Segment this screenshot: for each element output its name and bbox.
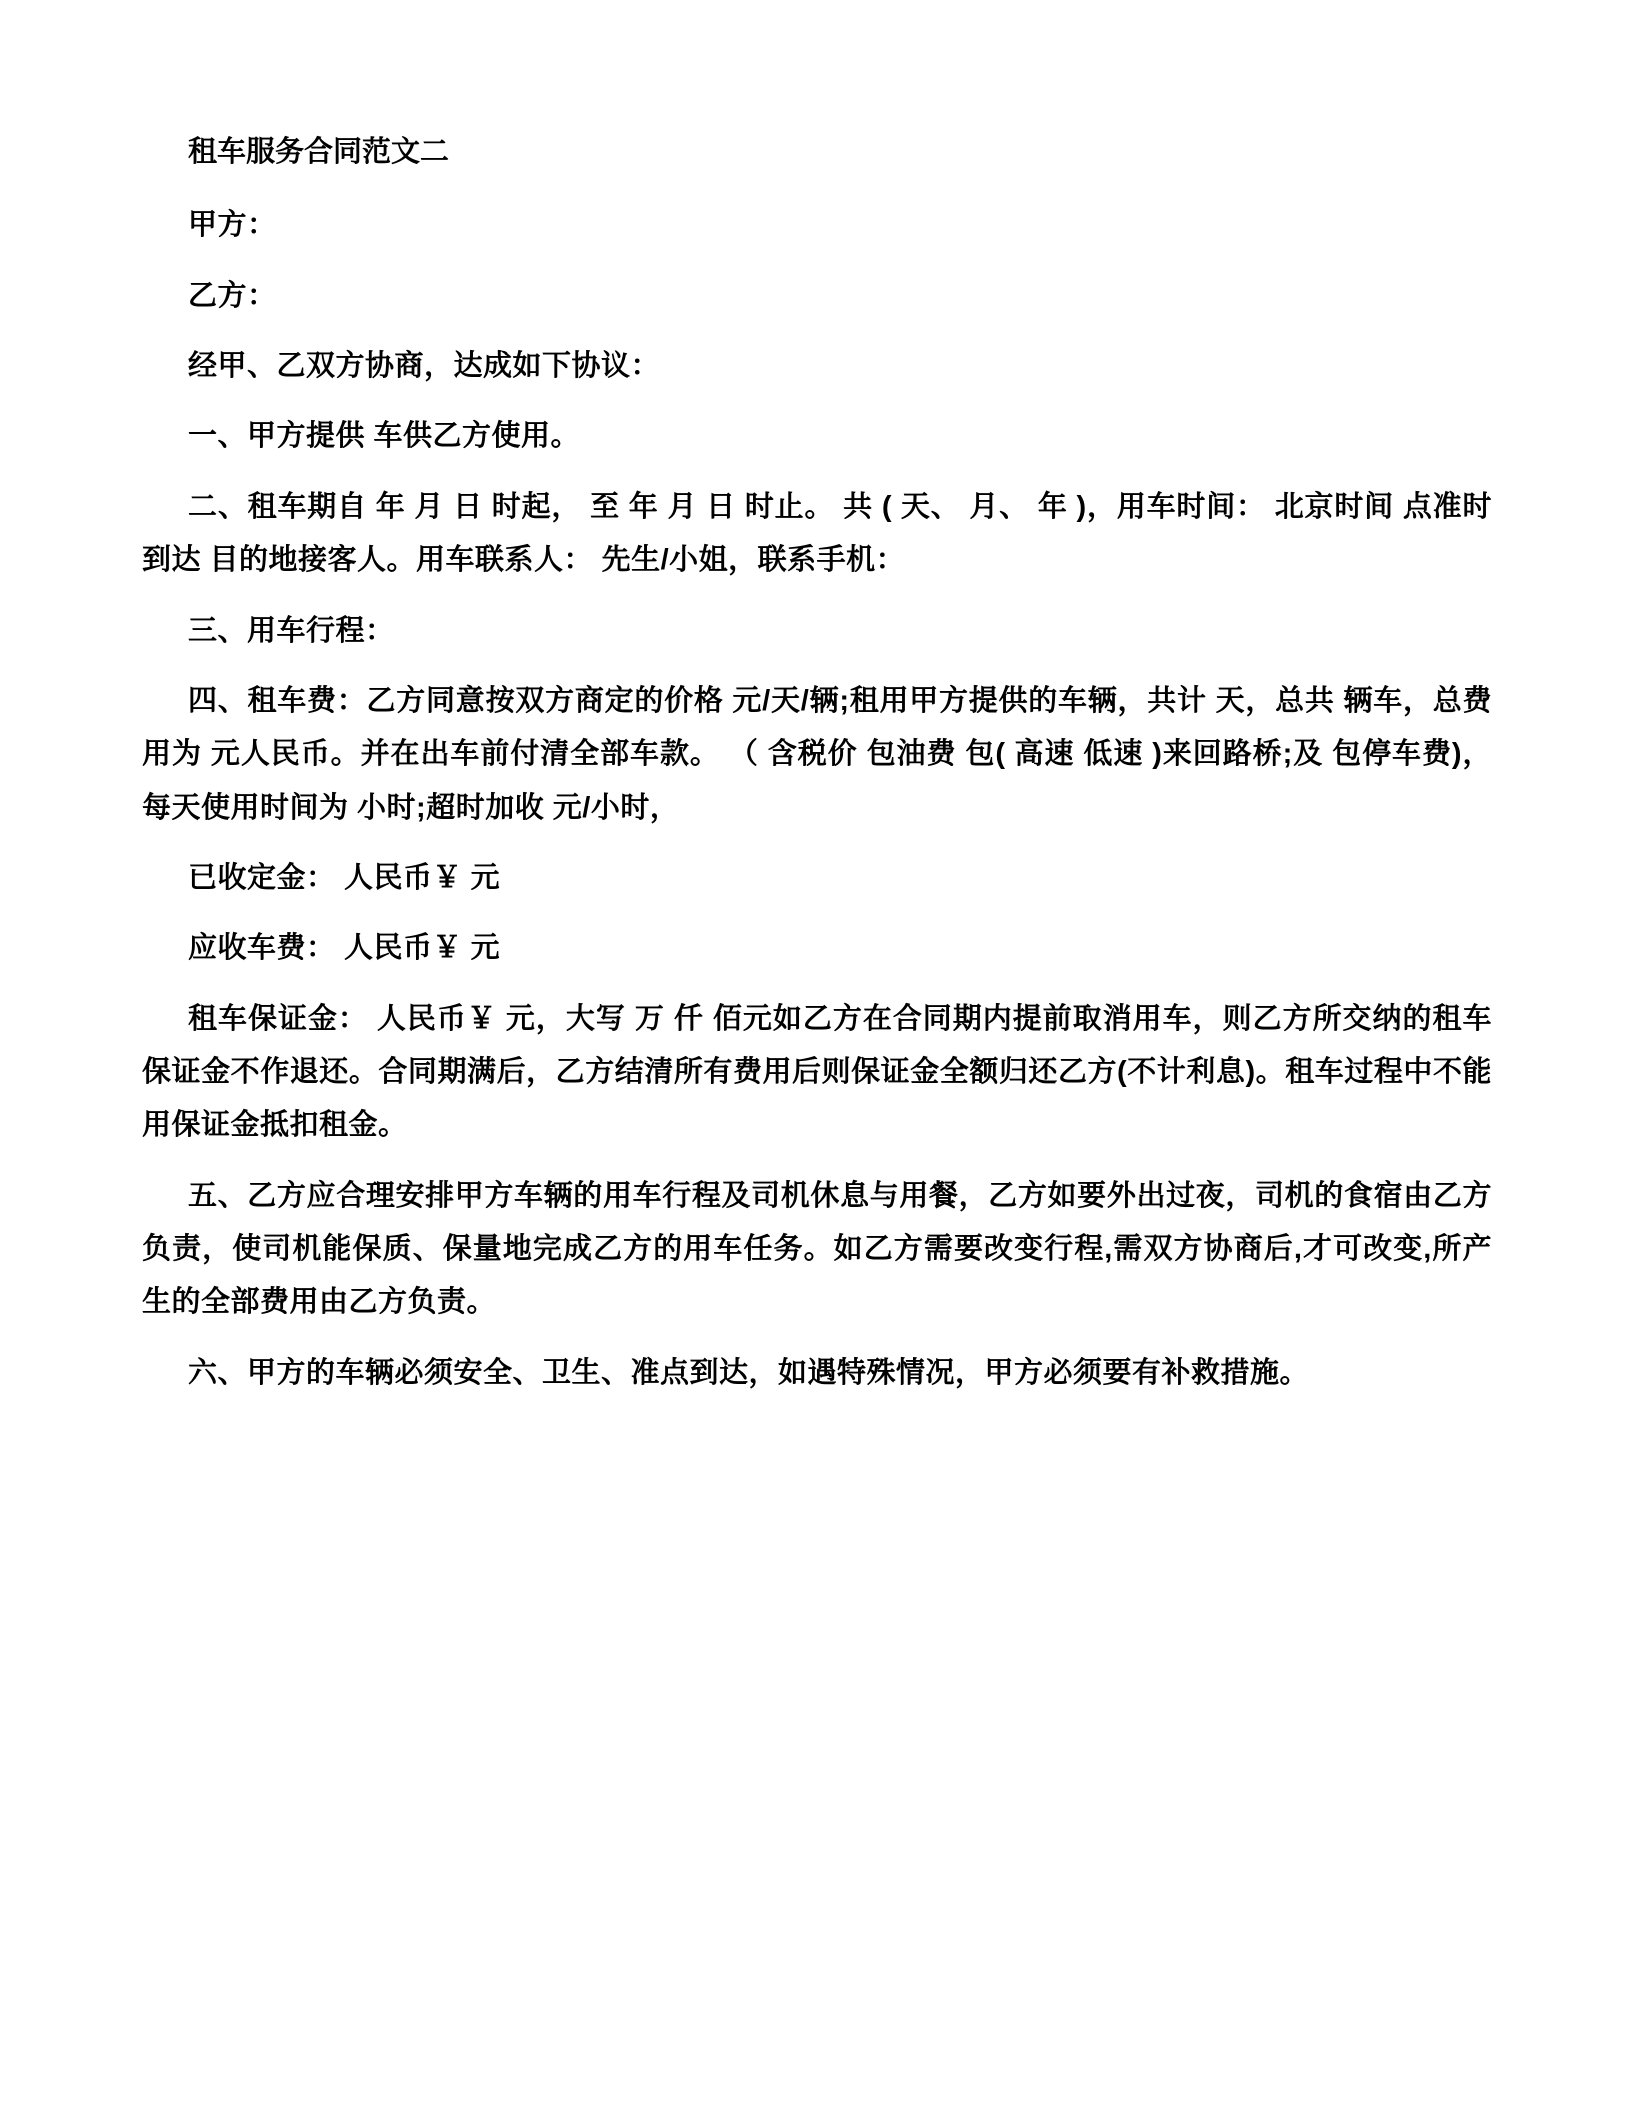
paragraph-fee-receivable: 应收车费： 人民币￥ 元 [188, 932, 501, 965]
document-title: 租车服务合同范文二 [188, 136, 450, 168]
paragraph-party-b: 乙方： [188, 279, 277, 312]
paragraph-clause-2: 二、租车期自 年 月 日 时起， 至 年 月 日 时止。 共 ( 天、 月、 年 )，用车时间： 北京时间 点准时到达 目的地接客人。用车联系人： 先生/小姐，联系手机： [142, 490, 1492, 577]
paragraph-party-a: 甲方： [188, 209, 277, 242]
paragraph-clause-6: 六、甲方的车辆必须安全、卫生、准点到达，如遇特殊情况，甲方必须要有补救措施。 [188, 1356, 1310, 1389]
paragraph-deposit-received: 已收定金： 人民币￥ 元 [188, 861, 501, 894]
paragraph-clause-5: 五、乙方应合理安排甲方车辆的用车行程及司机休息与用餐，乙方如要外出过夜，司机的食宿由乙方负责，使司机能保质、保量地完成乙方的用车任务。如乙方需要改变行程,需双方协商后,才可改变,所产生的全部费用由乙方负责。 [142, 1179, 1492, 1319]
paragraph-preamble: 经甲、乙双方协商，达成如下协议： [188, 350, 661, 383]
paragraph-clause-3: 三、用车行程： [188, 614, 395, 647]
paragraph-clause-1: 一、甲方提供 车供乙方使用。 [188, 420, 581, 453]
paragraph-clause-4: 四、租车费：乙方同意按双方商定的价格 元/天/辆;租用甲方提供的车辆，共计 天，总共 辆车，总费用为 元人民币。并在出车前付清全部车款。 （ 含税价 包油费 包( 高速 低速 )来回路桥;及 包停车费)，每天使用时间为 小时;超时加收 元/小时， [142, 684, 1492, 824]
paragraph-security-deposit: 租车保证金： 人民币￥ 元，大写 万 仟 佰元如乙方在合同期内提前取消用车，则乙方所交纳的租车保证金不作退还。合同期满后，乙方结清所有费用后则保证金全额归还乙方(不计利息)。租车过程中不能用保证金抵扣租金。 [142, 1002, 1492, 1142]
